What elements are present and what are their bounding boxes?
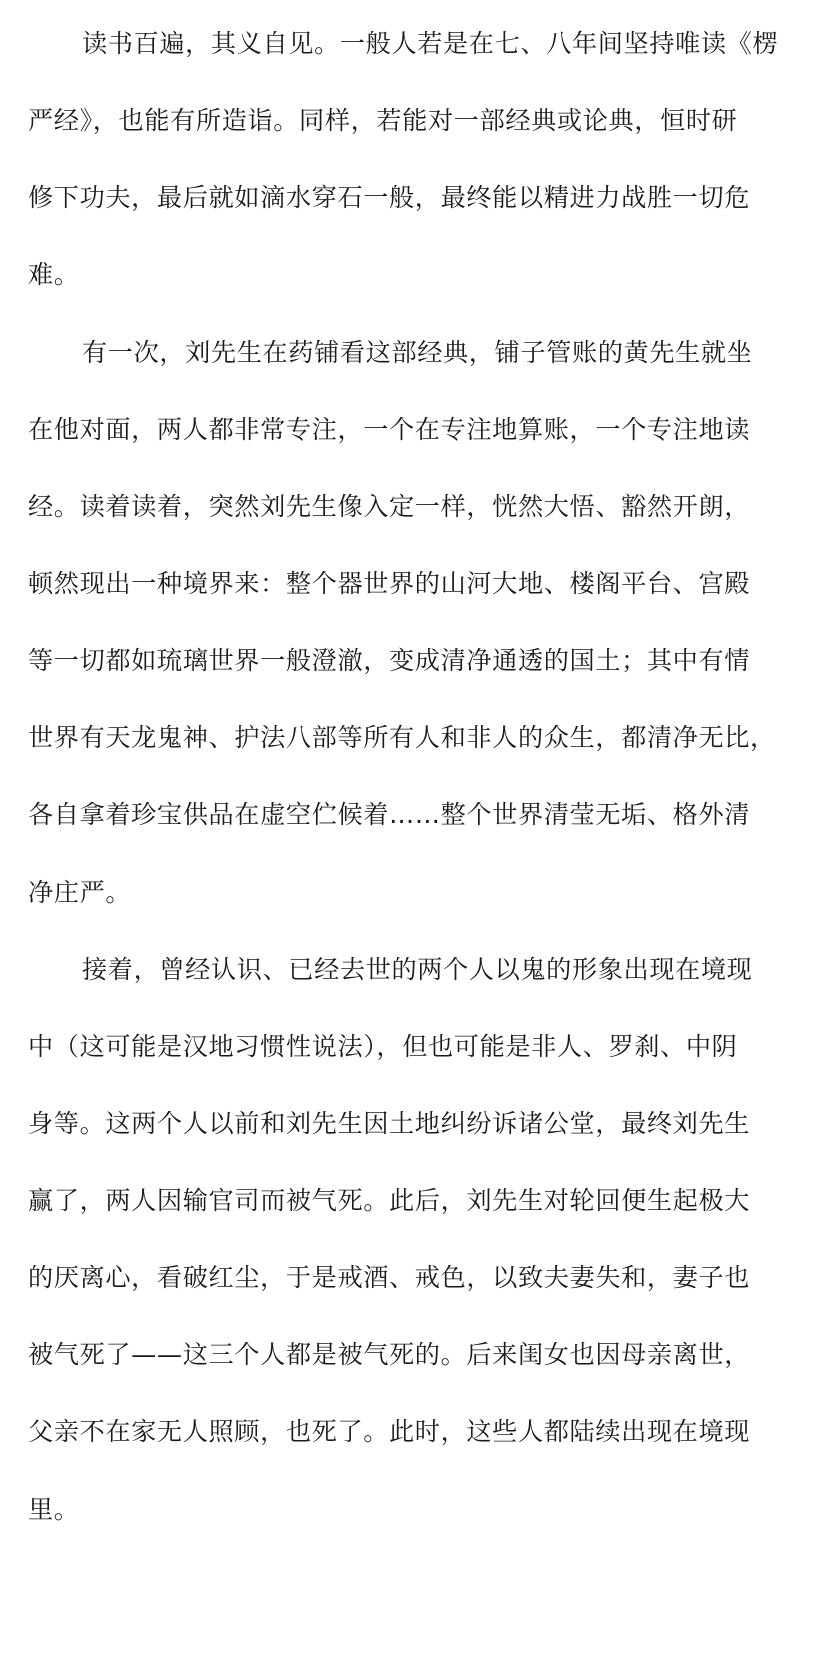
paragraph-3-line-3: 身等。这两个人以前和刘先生因土地纠纷诉诸公堂，最终刘先生 bbox=[28, 1109, 751, 1138]
paragraph-2-line-7: 各自拿着珍宝供品在虚空伫候着……整个世界清莹无垢、格外清 bbox=[28, 800, 751, 829]
paragraph-3-line-4: 赢了，两人因输官司而被气死。此后，刘先生对轮回便生起极大 bbox=[28, 1186, 751, 1215]
paragraph-2-line-4: 顿然现出一种境界来：整个器世界的山河大地、楼阁平台、宫殿 bbox=[28, 569, 751, 598]
paragraph-1-line-1: 读书百遍，其义自见。一般人若是在七、八年间坚持唯读《楞 bbox=[82, 29, 779, 58]
paragraph-3-line-8: 里。 bbox=[28, 1495, 80, 1524]
paragraph-3-line-5: 的厌离心，看破红尘，于是戒酒、戒色，以致夫妻失和，妻子也 bbox=[28, 1263, 751, 1292]
paragraph-1-line-4: 难。 bbox=[28, 260, 80, 289]
paragraph-1-line-3: 修下功夫，最后就如滴水穿石一般，最终能以精进力战胜一切危 bbox=[28, 183, 751, 212]
paragraph-3-line-1: 接着，曾经认识、已经去世的两个人以鬼的形象出现在境现 bbox=[82, 955, 753, 984]
paragraph-3-line-7: 父亲不在家无人照顾，也死了。此时，这些人都陆续出现在境现 bbox=[28, 1417, 751, 1446]
paragraph-2-line-3: 经。读着读着，突然刘先生像入定一样，恍然大悟、豁然开朗， bbox=[28, 492, 751, 521]
paragraph-2-line-6: 世界有天龙鬼神、护法八部等所有人和非人的众生，都清净无比， bbox=[28, 723, 776, 752]
paragraph-2-line-8: 净庄严。 bbox=[28, 878, 132, 907]
paragraph-3-line-2: 中（这可能是汉地习惯性说法），但也可能是非人、罗刹、中阴 bbox=[28, 1032, 738, 1061]
paragraph-1-line-2: 严经》，也能有所造诣。同样，若能对一部经典或论典，恒时研 bbox=[28, 106, 738, 135]
paragraph-2-line-5: 等一切都如琉璃世界一般澄澈，变成清净通透的国土；其中有情 bbox=[28, 646, 751, 675]
paragraph-3-line-6: 被气死了——这三个人都是被气死的。后来闺女也因母亲离世， bbox=[28, 1340, 751, 1369]
paragraph-2-line-2: 在他对面，两人都非常专注，一个在专注地算账，一个专注地读 bbox=[28, 415, 751, 444]
paragraph-2-line-1: 有一次，刘先生在药铺看这部经典，铺子管账的黄先生就坐 bbox=[82, 338, 753, 367]
